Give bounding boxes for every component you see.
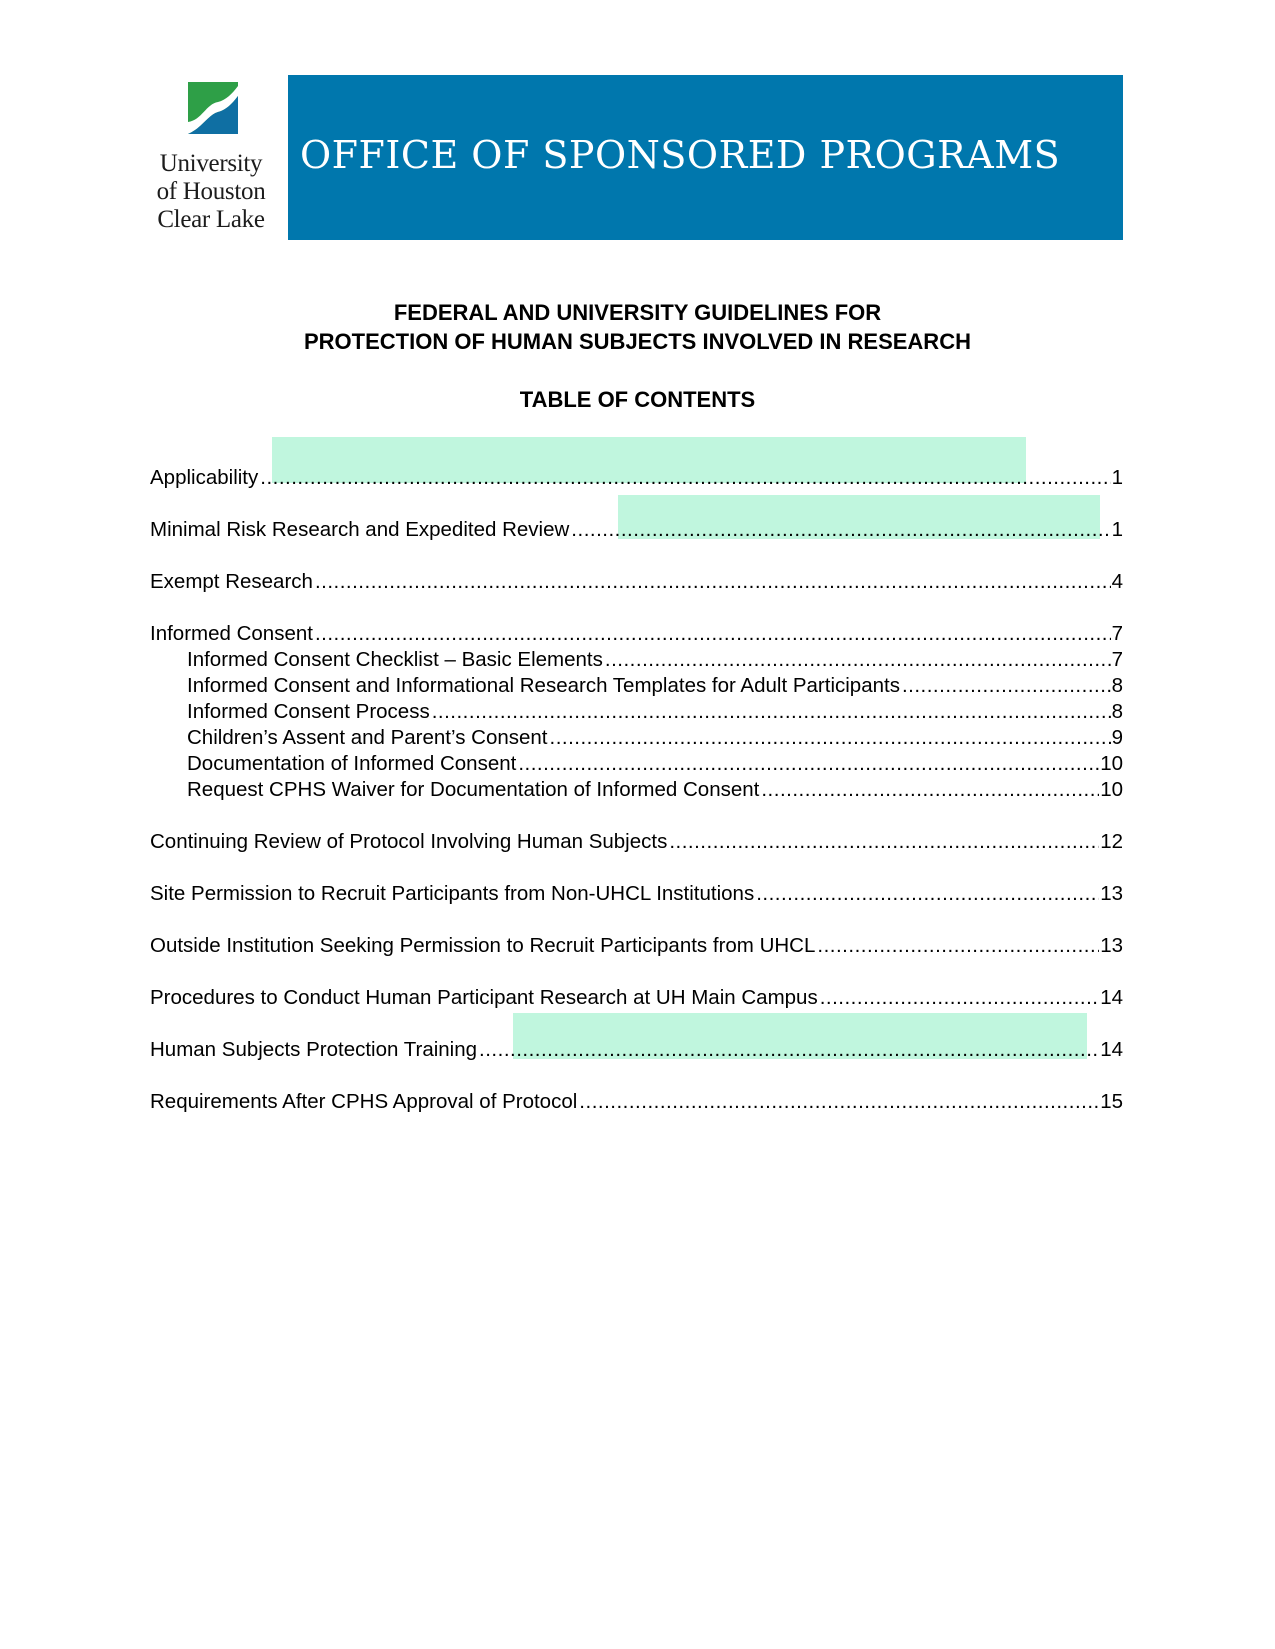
toc-entry-label: Exempt Research xyxy=(150,570,313,593)
toc-entry-label: Informed Consent and Informational Research Templates for Adult Participants xyxy=(187,674,900,697)
toc-entry-label: Requirements After CPHS Approval of Protocol xyxy=(150,1090,578,1113)
toc-leader xyxy=(315,621,1111,647)
toc-entry-label: Minimal Risk Research and Expedited Review xyxy=(150,518,570,541)
toc-leader xyxy=(571,517,1110,543)
toc-entry-requirements-after-approval[interactable] xyxy=(150,1089,1123,1115)
table-of-contents xyxy=(150,0,1123,1649)
toc-entry-page: 14 xyxy=(1100,1038,1123,1061)
toc-subentry-checklist[interactable] xyxy=(150,647,1123,673)
toc-entry-label: Applicability xyxy=(150,466,259,489)
toc-entry-page: 1 xyxy=(1111,518,1123,541)
toc-leader xyxy=(902,673,1111,699)
toc-entry-label: Informed Consent Checklist – Basic Elements xyxy=(187,648,603,671)
toc-entry-page: 13 xyxy=(1100,934,1123,957)
toc-entry-applicability[interactable] xyxy=(150,465,1123,491)
toc-leader xyxy=(579,1089,1099,1115)
toc-subentry-templates[interactable] xyxy=(150,673,1123,699)
toc-subentry-waiver[interactable] xyxy=(150,777,1123,803)
toc-entry-page: 1 xyxy=(1111,466,1123,489)
toc-leader xyxy=(432,699,1111,725)
toc-leader xyxy=(518,751,1099,777)
toc-entry-page: 8 xyxy=(1111,674,1123,697)
toc-entry-page: 8 xyxy=(1111,700,1123,723)
toc-entry-protection-training[interactable] xyxy=(150,1037,1123,1063)
toc-entry-label: Site Permission to Recruit Participants from Non-UHCL Institutions xyxy=(150,882,755,905)
toc-entry-page: 4 xyxy=(1111,570,1123,593)
toc-entry-page: 13 xyxy=(1100,882,1123,905)
toc-entry-page: 10 xyxy=(1100,778,1123,801)
toc-entry-continuing-review[interactable] xyxy=(150,829,1123,855)
toc-entry-page: 10 xyxy=(1100,752,1123,775)
toc-subentry-childrens-assent[interactable] xyxy=(150,725,1123,751)
banner-title: OFFICE OF SPONSORED PROGRAMS xyxy=(300,133,1061,177)
toc-entry-exempt-research[interactable] xyxy=(150,569,1123,595)
document-title-line-2: PROTECTION OF HUMAN SUBJECTS INVOLVED IN RESEARCH xyxy=(304,329,971,354)
logo-line-2: of Houston xyxy=(156,178,266,205)
toc-entry-page: 15 xyxy=(1100,1090,1123,1113)
toc-entry-page: 9 xyxy=(1111,726,1123,749)
toc-leader xyxy=(315,569,1111,595)
toc-leader xyxy=(669,829,1099,855)
toc-entry-informed-consent[interactable] xyxy=(150,621,1123,647)
toc-leader xyxy=(820,985,1099,1011)
toc-entry-label: Continuing Review of Protocol Involving Human Subjects xyxy=(150,830,668,853)
toc-entry-page: 12 xyxy=(1100,830,1123,853)
toc-leader xyxy=(550,725,1111,751)
toc-entry-label: Informed Consent xyxy=(150,622,313,645)
logo-line-1: University xyxy=(159,150,263,177)
toc-entry-site-permission[interactable] xyxy=(150,881,1123,907)
toc-leader xyxy=(817,933,1099,959)
toc-leader xyxy=(260,465,1110,491)
toc-entry-outside-institution[interactable] xyxy=(150,933,1123,959)
toc-leader xyxy=(605,647,1111,673)
toc-entry-label: Informed Consent Process xyxy=(187,700,430,723)
toc-heading: TABLE OF CONTENTS xyxy=(519,387,756,412)
toc-entry-label: Outside Institution Seeking Permission to Recruit Participants from UHCL xyxy=(150,934,816,957)
toc-leader xyxy=(756,881,1099,907)
toc-entry-page: 7 xyxy=(1111,622,1123,645)
toc-subentry-consent-process[interactable] xyxy=(150,699,1123,725)
toc-entry-label: Procedures to Conduct Human Participant Research at UH Main Campus xyxy=(150,986,818,1009)
toc-entry-page: 14 xyxy=(1100,986,1123,1009)
document-title-line-1: FEDERAL AND UNIVERSITY GUIDELINES FOR xyxy=(393,300,882,325)
toc-entry-label: Request CPHS Waiver for Documentation of Informed Consent xyxy=(187,778,760,801)
toc-subentry-documentation[interactable] xyxy=(150,751,1123,777)
toc-leader xyxy=(479,1037,1099,1063)
toc-entry-label: Children’s Assent and Parent’s Consent xyxy=(187,726,548,749)
toc-entry-page: 7 xyxy=(1111,648,1123,671)
toc-entry-label: Documentation of Informed Consent xyxy=(187,752,517,775)
toc-entry-label: Human Subjects Protection Training xyxy=(150,1038,478,1061)
logo-line-3: Clear Lake xyxy=(157,206,265,233)
toc-entry-uh-main-campus[interactable] xyxy=(150,985,1123,1011)
toc-entry-minimal-risk[interactable] xyxy=(150,517,1123,543)
toc-leader xyxy=(761,777,1099,803)
